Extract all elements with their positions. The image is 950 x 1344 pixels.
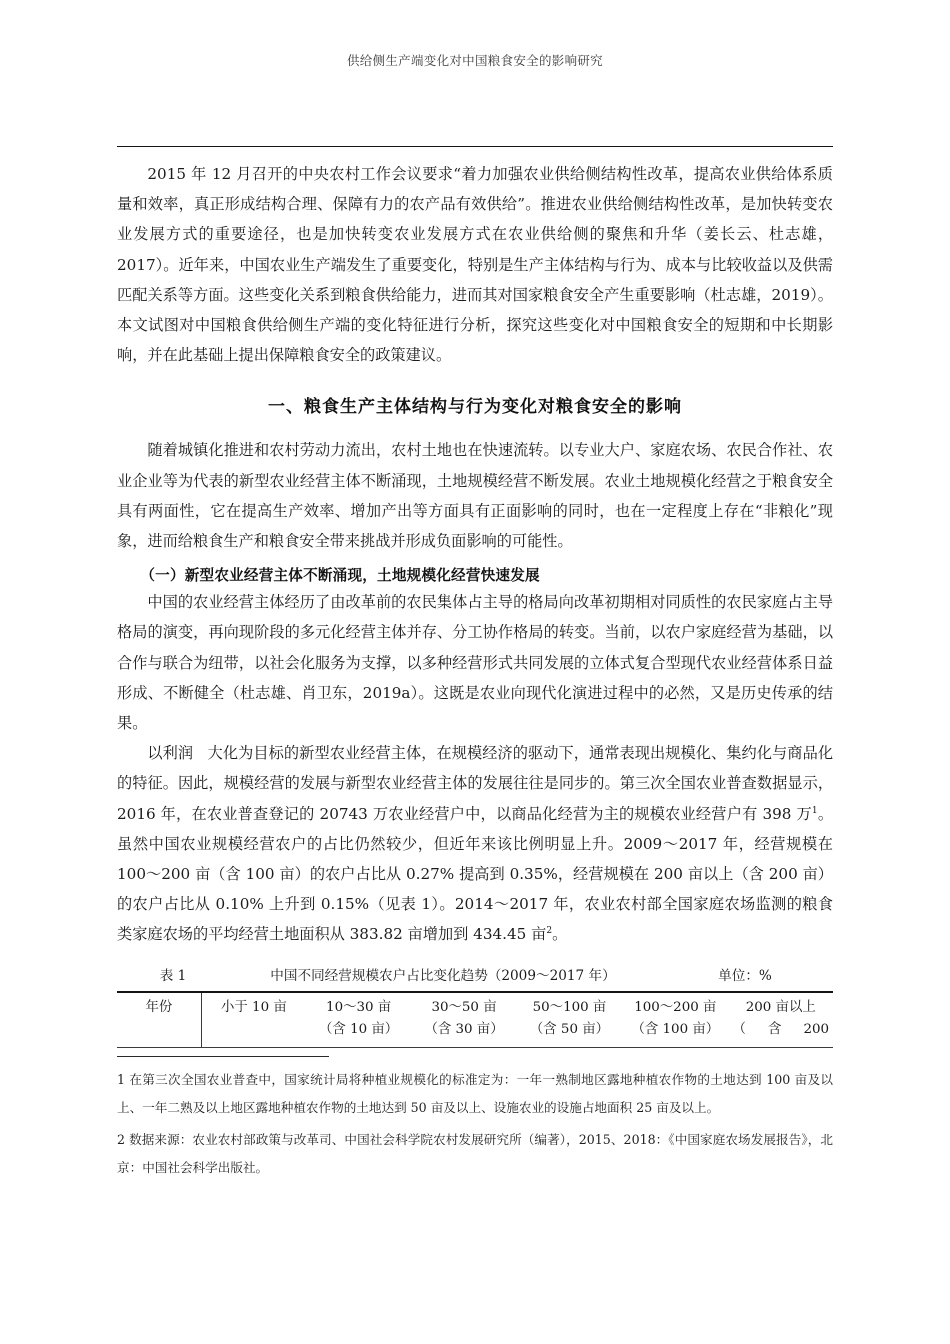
table-caption-number: 表 1	[159, 967, 187, 984]
over-200mu-paren: （	[732, 1021, 746, 1037]
paragraph-operating-entities: 中国的农业经营主体经历了由改革前的农民集体占主导的格局向改革初期相对同质性的农民家庭占主导格局的演变，再向现阶段的多元化经营主体并存、分工协作格局的转变。当前，以农户家庭经营为基础，以合作与联合为纽带，以社会化服务为支撑，以多种经营形式共同发展的立体式复合型现代农业经营体系日益形成、不断健全（杜志雄、肖卫东，2019a）。这既是农业向现代化演进过程中的必然，又是历史传承的结果。	[117, 593, 833, 733]
over-200mu-include: 含	[767, 1021, 782, 1037]
table-header-30-50mu-line2: （含 30 亩）	[424, 1021, 504, 1037]
paragraph-scale-part3: 。虽然中国农业规模经营农户的占比仍然较少，但近年来该比例明显上升。2009～2017 年，经营规模在 100～200 亩（含 100 亩）的农户占比从 0.27% 提高到 0.35%，经营规模在 200 亩以上（含 200 亩）的农户占比从 0.10% 上升到 0.15%（见表 1）。2014～2017 年，农业农村部全国家庭农场监测的粮食类家庭农场的平均经营土地面积从 383.82 亩增加到 434.45 亩	[117, 804, 834, 944]
footnotes-area	[117, 1056, 833, 1186]
paragraph-scale-statistics	[117, 738, 833, 949]
table-header-30-50mu	[411, 992, 516, 1048]
footnote-1: 1 在第三次全国农业普查中，国家统计局将种植业规模化的标准定为：一年一熟制地区露地种植农作物的土地达到 100 亩及以上、一年二熟及以上地区露地种植农作物的土地达到 50 亩及以上、设施农业的设施占地面积 25 亩及以上。	[117, 1072, 833, 1115]
table-header-10-30mu-line2: （含 10 亩）	[319, 1021, 399, 1037]
table-header-50-100mu	[517, 992, 622, 1048]
subsection-heading: （一）新型农业经营主体不断涌现，土地规模化经营快速发展	[140, 568, 540, 585]
table-header-over-200mu-line1: 200 亩以上	[745, 999, 816, 1015]
main-text-column	[117, 146, 833, 1048]
table-caption	[117, 964, 833, 991]
table-header-50-100mu-line2: （含 50 亩）	[529, 1021, 610, 1037]
table-header-year	[117, 992, 201, 1048]
table-header-over-200mu-line2	[730, 1019, 831, 1041]
table-caption-title: 中国不同经营规模农户占比变化趋势（2009～2017 年）	[270, 967, 616, 984]
paragraph-scale-part4: 。	[552, 925, 568, 944]
table-header-10-30mu-line1: 10～30 亩	[326, 999, 392, 1015]
table-header-100-200mu-line2: （含 100 亩）	[631, 1021, 720, 1037]
table-header-50-100mu-line1: 50～100 亩	[532, 999, 607, 1015]
paragraph-land-transfer: 随着城镇化推进和农村劳动力流出，农村土地也在快速流转。以专业大户、家庭农场、农民合作社、农业企业等为代表的新型农业经营主体不断涌现，土地规模经营不断发展。农业土地规模化经营之于粮食安全具有两面性，它在提高生产效率、增加产出等方面具有正面影响的同时，也在一定程度上存在“非粮化”现象，进而给粮食生产和粮食安全带来挑战并形成负面影响的可能性。	[117, 441, 833, 551]
section-heading: 一、粮食生产主体结构与行为变化对粮食安全的影响	[268, 397, 682, 417]
footnote-marker-1: 1	[811, 805, 818, 816]
footnote-2: 2 数据来源：农业农村部政策与改革司、中国社会科学院农村发展研究所（编著），2015、2018：《中国家庭农场发展报告》，北京：中国社会科学出版社。	[117, 1132, 833, 1175]
paragraph-scale-part1: 以利润	[147, 744, 194, 763]
table-1-block	[117, 964, 833, 1048]
over-200mu-value: 200	[803, 1021, 829, 1037]
footnote-separator-rule	[117, 1056, 329, 1057]
paragraph-intro: 2015 年 12 月召开的中央农村工作会议要求“着力加强农业供给侧结构性改革，提高农业供给体系质量和效率，真正形成结构合理、保障有力的农产品有效供给”。推进农业供给侧结构性改革，是加快转变农业发展方式的重要途径，也是加快转变农业发展方式在农业供给侧的聚焦和升华（姜长云、杜志雄，2017）。近年来，中国农业生产端发生了重要变化，特别是生产主体结构与行为、成本与比较收益以及供需匹配关系等方面。这些变化关系到粮食供给能力，进而其对国家粮食安全产生重要影响（杜志雄，2019）。本文试图对中国粮食供给侧生产端的变化特征进行分析，探究这些变化对中国粮食安全的短期和中长期影响，并在此基础上提出保障粮食安全的政策建议。	[117, 165, 833, 365]
table-header-row	[117, 992, 833, 1048]
table-header-over-200mu	[728, 992, 833, 1048]
table-caption-unit: 单位：%	[718, 967, 772, 984]
paragraph-scale-part2: 大化为目标的新型农业经营主体，在规模经济的驱动下，通常表现出规模化、集约化与商品化的特征。因此，规模经营的发展与新型农业经营主体的发展往往是同步的。第三次全国农业普查数据显示，2016 年，在农业普查登记的 20743 万农业经营户中，以商品化经营为主的规模农业经营户有 398 万	[117, 744, 834, 823]
table-1	[117, 991, 833, 1048]
footnote-marker-2: 2	[546, 926, 553, 937]
top-horizontal-rule	[117, 146, 833, 147]
running-header: 供给侧生产端变化对中国粮食安全的影响研究	[346, 53, 603, 68]
table-header-under-10mu-line1: 小于 10 亩	[221, 999, 287, 1015]
table-header-100-200mu	[622, 992, 728, 1048]
table-header-year-label: 年份	[145, 999, 173, 1015]
table-header-100-200mu-line1: 100～200 亩	[634, 999, 717, 1015]
table-header-10-30mu	[306, 992, 411, 1048]
table-header-under-10mu	[201, 992, 306, 1048]
table-header-30-50mu-line1: 30～50 亩	[431, 999, 497, 1015]
